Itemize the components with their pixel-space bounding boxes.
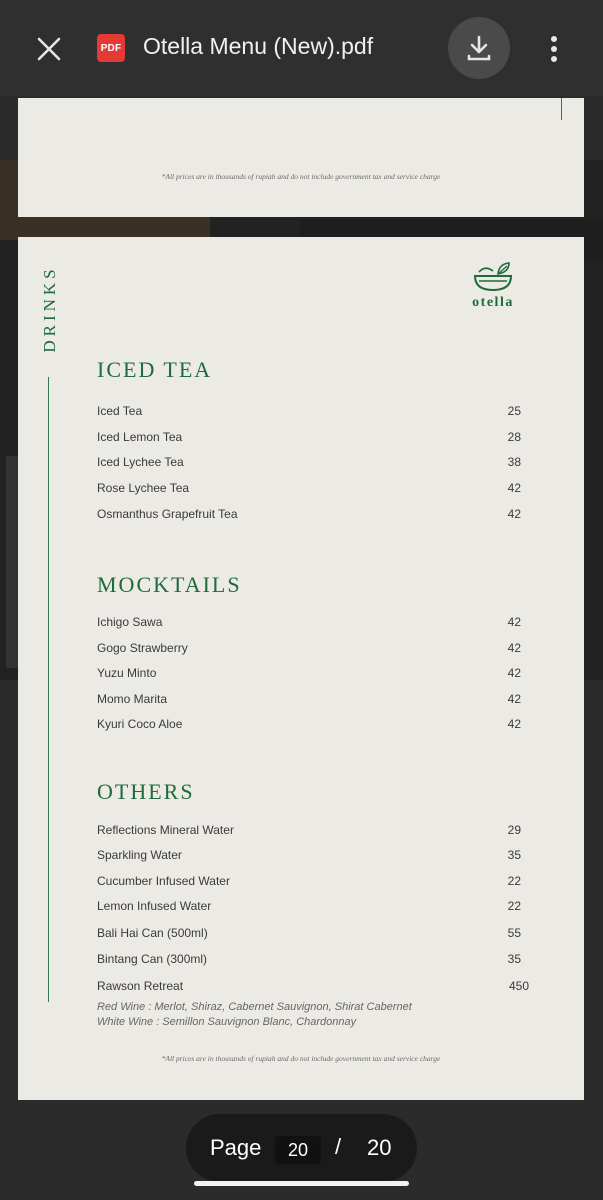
bowl-leaf-icon <box>458 259 528 295</box>
section-title-mocktails: MOCKTAILS <box>97 572 242 597</box>
pdf-page-previous[interactable] <box>18 98 584 217</box>
menu-item: Reflections Mineral Water 29 <box>97 823 521 837</box>
menu-item: Yuzu Minto 42 <box>97 666 521 680</box>
page-separator: / <box>335 1134 342 1159</box>
price-disclaimer: *All prices are in thousands of rupiah and do not include government tax and service charge <box>161 1054 441 1063</box>
pdf-page-current[interactable] <box>18 237 584 1100</box>
section-title-others: OTHERS <box>97 779 195 804</box>
menu-item: Sparkling Water 35 <box>97 848 521 862</box>
menu-item: Osmanthus Grapefruit Tea 42 <box>97 507 521 521</box>
menu-item: Rose Lychee Tea 42 <box>97 481 521 495</box>
side-label-text: DRINKS <box>40 265 59 353</box>
home-indicator[interactable] <box>194 1181 409 1186</box>
menu-item: Bali Hai Can (500ml) 55 <box>97 926 521 940</box>
app-bar <box>0 0 603 96</box>
menu-item: Iced Tea 25 <box>97 404 521 418</box>
menu-item: Bintang Can (300ml) 35 <box>97 952 521 966</box>
current-page-input[interactable]: 20 <box>275 1136 321 1164</box>
wine-note: Red Wine : Merlot, Shiraz, Cabernet Sauvignon, Shirat Cabernet <box>97 1001 412 1013</box>
more-options-button[interactable] <box>536 28 572 70</box>
price-disclaimer: *All prices are in thousands of rupiah and do not include government tax and service charge <box>161 172 441 181</box>
pdf-file-icon: PDF <box>97 34 125 62</box>
menu-item: Gogo Strawberry 42 <box>97 641 521 655</box>
side-divider-line <box>48 377 49 1002</box>
close-icon <box>36 36 62 62</box>
menu-item: Iced Lychee Tea 38 <box>97 455 521 469</box>
menu-item: Iced Lemon Tea 28 <box>97 430 521 444</box>
total-pages: 20 <box>367 1135 392 1160</box>
menu-item: Kyuri Coco Aloe 42 <box>97 717 521 731</box>
menu-item: Lemon Infused Water 22 <box>97 899 521 913</box>
wine-note: White Wine : Semillon Sauvignon Blanc, Chardonnay <box>97 1016 357 1028</box>
menu-item: Momo Marita 42 <box>97 692 521 706</box>
page-label: Page <box>210 1135 262 1160</box>
page-indicator[interactable] <box>186 1114 417 1182</box>
download-icon <box>464 33 494 63</box>
menu-item: Rawson Retreat 450 <box>97 979 529 993</box>
more-vert-icon <box>550 35 558 63</box>
download-button[interactable] <box>448 17 510 79</box>
section-side-label <box>38 263 62 355</box>
section-title-iced-tea: ICED TEA <box>97 357 213 382</box>
page-border-line <box>561 98 562 120</box>
document-title: Otella Menu (New).pdf <box>143 33 374 59</box>
menu-item: Cucumber Infused Water 22 <box>97 874 521 888</box>
close-button[interactable] <box>28 28 70 70</box>
logo-text: otella <box>472 295 514 310</box>
menu-item: Ichigo Sawa 42 <box>97 615 521 629</box>
otella-logo <box>458 259 528 313</box>
